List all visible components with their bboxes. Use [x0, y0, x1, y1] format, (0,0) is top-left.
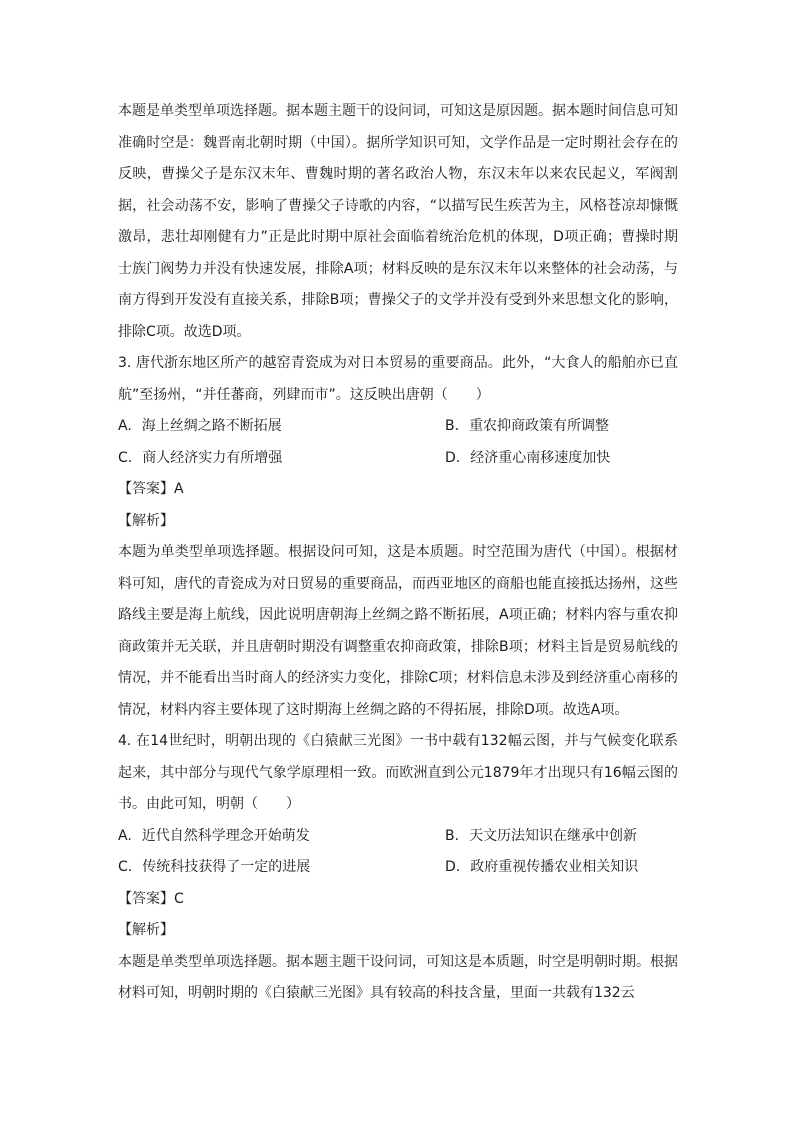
option-key: D. [445, 449, 461, 466]
option-text: 近代自然科学理念开始萌发 [141, 827, 310, 844]
option-text: 商人经济实力有所增强 [142, 449, 283, 466]
q3-stem: 3. 唐代浙东地区所产的越窑青瓷成为对日本贸易的重要商品。此外，“大食人的船舶亦已直航”至扬州，“并任蕃商，列肆而市”。这反映出唐朝（ ） [118, 355, 678, 403]
q4-answer [118, 884, 678, 916]
q3-option-b [398, 411, 678, 443]
q3-analysis-text: 本题为单类型单项选择题。根据设问可知，这是本质题。时空范围为唐代（中国）。根据材料可知，唐代的青瓷成为对日贸易的重要商品，而西亚地区的商船也能直接抵达扬州，这些路线主要是海上航线，因此说明唐朝海上丝绸之路不断拓展，A项正确；材料内容与重农抑商政策并无关联，并且唐朝时期没有调整重农抑商政策，排除B项；材料主旨是贸易航线的情况，并不能看出当时商人的经济实力变化，排除C项；材料信息未涉及到经济重心南移的情况，材料内容主要体现了这时期海上丝绸之路的不得拓展，排除D项。故选A项。 [118, 544, 678, 718]
q4-analysis-heading [118, 915, 678, 947]
q2-analysis-text: 本题是单类型单项选择题。据本题主题干的设问词，可知这是原因题。据本题时间信息可知准确时空是：魏晋南北朝时期（中国）。据所学知识可知，文学作品是一定时期社会存在的反映，曹操父子是东汉末年、曹魏时期的著名政治人物，东汉末年以来农民起义，军阀割据，社会动荡不安，影响了曹操父子诗歌的内容，“以描写民生疾苦为主，风格苍凉却慷慨激昂，悲壮却刚健有力”正是此时期中原社会面临着统治危机的体现，D项正确；曹操时期士族门阀势力并没有快速发展，排除A项；材料反映的是东汉末年以来整体的社会动荡，与南方得到开发没有直接关系，排除B项；曹操父子的文学并没有受到外来思想文化的影响，排除C项。故选D项。 [118, 103, 678, 340]
q4-options [118, 821, 678, 884]
q3-option-d [398, 443, 678, 475]
q3-option-a [118, 411, 398, 443]
option-text: 政府重视传播农业相关知识 [470, 859, 639, 875]
q4-option-c [118, 852, 398, 884]
answer-label: 【答案】 [118, 890, 174, 907]
option-text: 传统科技获得了一定的进展 [142, 859, 311, 875]
analysis-label: 【解析】 [118, 512, 174, 529]
option-key: D. [445, 859, 461, 875]
option-text: 海上丝绸之路不断拓展 [141, 418, 282, 434]
option-key: A. [118, 827, 132, 844]
q3-options [118, 411, 678, 474]
option-text: 重农抑商政策有所调整 [469, 418, 610, 434]
answer-label: 【答案】 [118, 481, 174, 497]
q4-analysis-text: 本题是单类型单项选择题。据本题主题干设问词，可知这是本质题，时空是明朝时期。根据材料可知，明朝时期的《白猿献三光图》具有较高的科技含量，里面一共载有132云 [118, 953, 678, 1001]
q3-answer [118, 474, 678, 506]
option-key: C. [118, 449, 133, 466]
q4-option-b [398, 821, 678, 853]
option-text: 天文历法知识在继承中创新 [469, 827, 638, 844]
answer-value: A [174, 481, 184, 497]
option-key: A. [118, 418, 132, 434]
q3-analysis-heading [118, 506, 678, 538]
analysis-label: 【解析】 [118, 922, 174, 938]
q4-option-d [398, 852, 678, 884]
q3-option-c [118, 443, 398, 475]
option-text: 经济重心南移速度加快 [470, 449, 611, 466]
option-key: B. [445, 827, 460, 844]
q4-option-a [118, 821, 398, 853]
option-key: B. [445, 418, 460, 434]
document-page [118, 96, 678, 1010]
q4-stem: 4. 在14世纪时，明朝出现的《白猿献三光图》一书中载有132幅云图，并与气候变化联系起来，其中部分与现代气象学原理相一致。而欧洲直到公元1879年才出现只有16幅云图的书。由此可知，明朝（ ） [118, 733, 678, 812]
answer-value: C [174, 890, 184, 907]
option-key: C. [118, 859, 133, 875]
